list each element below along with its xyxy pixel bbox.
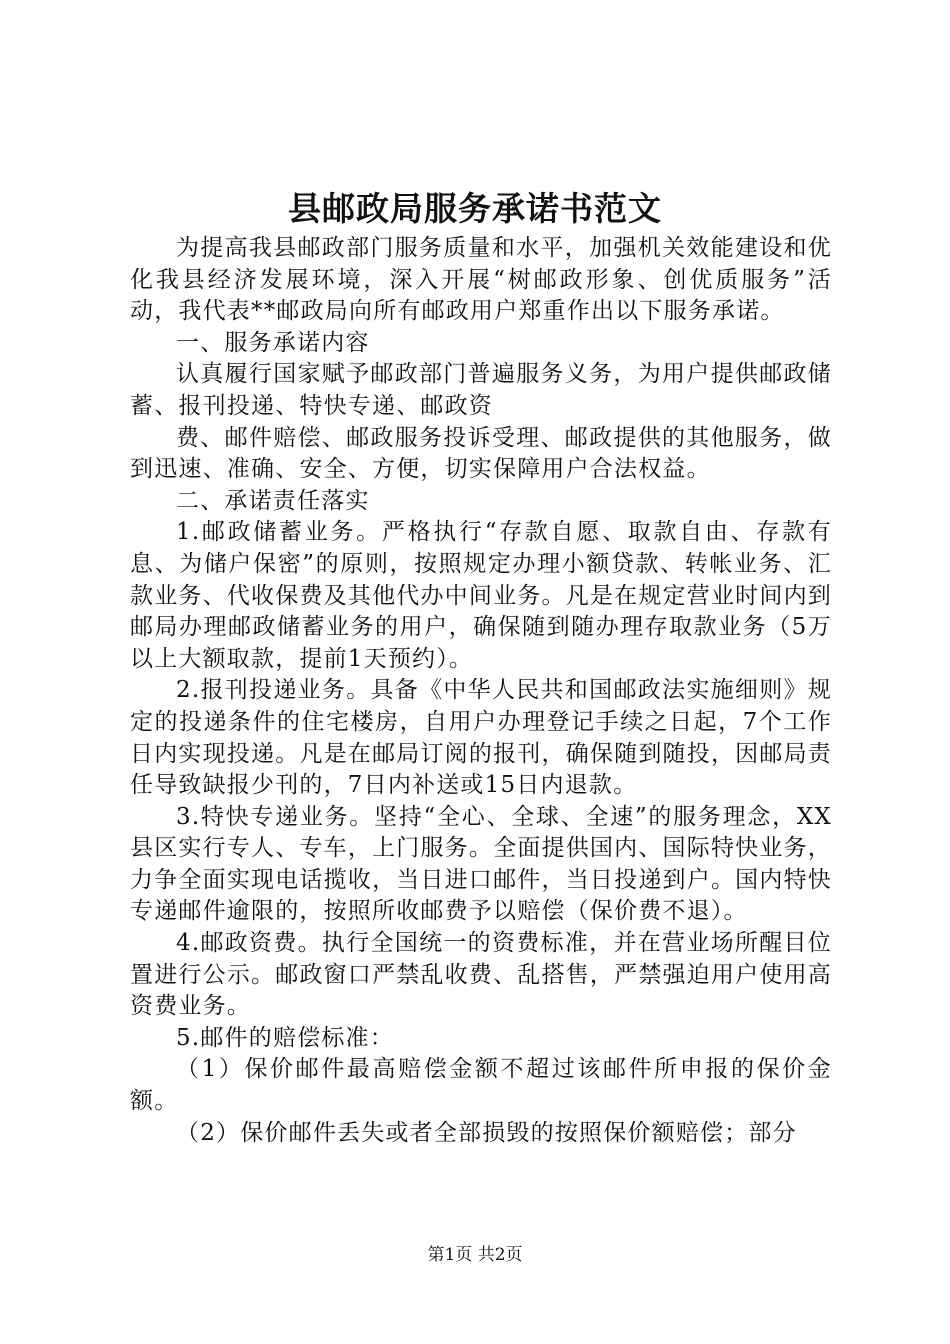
- paragraph-compensation-heading: 5.邮件的赔偿标准：: [176, 1024, 394, 1051]
- paragraph-fees: 4.邮政资费。执行全国统一的资费标准，并在营业场所醒目位置进行公示。邮政窗口严禁乱收费、乱搭售，严禁强迫用户使用高资费业务。: [130, 930, 832, 1020]
- page-footer: 第1页 共2页: [427, 1245, 523, 1265]
- heading-responsibility: 二、承诺责任落实: [176, 487, 370, 514]
- document-title: 县邮政局服务承诺书范文: [288, 189, 662, 228]
- paragraph-newspaper: 2.报刊投递业务。具备《中华人民共和国邮政法实施细则》规定的投递条件的住宅楼房，自用户办理登记手续之日起，7个工作日内实现投递。凡是在邮局订阅的报刊，确保随到随投，因邮局责任导致缺报少刊的，7日内补送或15日内退款。: [130, 677, 832, 799]
- heading-service-content: 一、服务承诺内容: [176, 329, 370, 356]
- paragraph-savings: 1.邮政储蓄业务。严格执行“存款自愿、取款自由、存款有息、为储户保密”的原则，按照规定办理小额贷款、转帐业务、汇款业务、代收保费及其他代办中间业务。凡是在规定营业时间内到邮局办理邮政储蓄业务的用户，确保随到随办理存取款业务（5万以上大额取款，提前1天预约）。: [130, 519, 832, 672]
- paragraph-intro: 为提高我县邮政部门服务质量和水平，加强机关效能建设和优化我县经济发展环境，深入开展“树邮政形象、创优质服务”活动，我代表**邮政局向所有邮政用户郑重作出以下服务承诺。: [130, 235, 832, 325]
- document-body: [130, 233, 832, 1149]
- paragraph-compensation-2: （2）保价邮件丢失或者全部损毁的按照保价额赔偿；部分: [176, 1119, 797, 1146]
- paragraph-service-duty: 认真履行国家赋予邮政部门普遍服务义务，为用户提供邮政储蓄、报刊投递、特快专递、邮政资: [130, 361, 832, 419]
- paragraph-service-duty-cont: 费、邮件赔偿、邮政服务投诉受理、邮政提供的其他服务，做到迅速、准确、安全、方便，切实保障用户合法权益。: [130, 424, 832, 483]
- paragraph-compensation-1: （1）保价邮件最高赔偿金额不超过该邮件所申报的保价金额。: [130, 1056, 832, 1115]
- paragraph-express: 3.特快专递业务。坚持“全心、全球、全速”的服务理念，XX县区实行专人、专车，上门服务。全面提供国内、国际特快业务，力争全面实现电话揽收，当日进口邮件，当日投递到户。国内特快专递邮件逾限的，按照所收邮费予以赔偿（保价费不退）。: [130, 803, 832, 925]
